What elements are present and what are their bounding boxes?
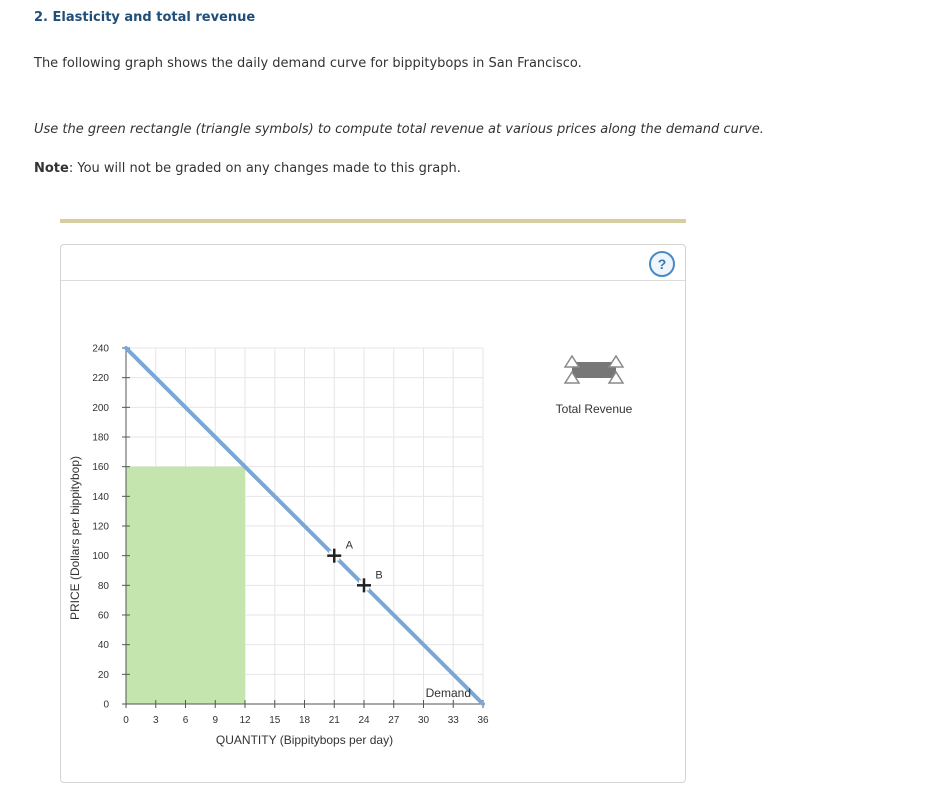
x-tick-label: 36 [477, 715, 489, 726]
y-tick-label: 60 [97, 610, 109, 622]
y-tick-label: 100 [92, 551, 109, 563]
x-axis-title: QUANTITY (Bippitybops per day) [215, 733, 394, 747]
y-tick-label: 240 [92, 343, 109, 355]
intro-text: The following graph shows the daily demand curve for bippitybops in San Francisco. [34, 56, 582, 71]
x-tick-label: 30 [417, 715, 430, 726]
note-label: Note [34, 161, 69, 176]
y-tick-label: 220 [92, 373, 109, 385]
section-heading: 2. Elasticity and total revenue [34, 10, 256, 25]
instruction-text: Use the green rectangle (triangle symbols) to compute total revenue at various prices along the demand curve. [34, 122, 764, 137]
x-tick-label: 0 [123, 715, 129, 726]
y-tick-label: 160 [92, 462, 109, 474]
x-tick-label: 9 [212, 715, 219, 726]
point-a-label: A [345, 539, 353, 552]
point-b-label: B [375, 569, 383, 582]
x-tick-label: 6 [182, 715, 189, 726]
demand-curve-label: Demand [425, 686, 471, 700]
help-icon[interactable]: ? [649, 251, 675, 277]
x-tick-label: 3 [152, 715, 159, 726]
note-body: : You will not be graded on any changes made to this graph. [68, 161, 461, 176]
x-tick-label: 24 [358, 715, 370, 726]
y-tick-label: 140 [92, 491, 109, 503]
y-tick-label: 20 [97, 669, 109, 681]
x-tick-label: 33 [447, 715, 459, 726]
total-revenue-tool-icon[interactable] [572, 362, 616, 378]
y-axis-title: PRICE (Dollars per bippitybop) [68, 455, 82, 621]
graph-panel [60, 244, 686, 783]
y-tick-label: 40 [97, 640, 109, 652]
total-revenue-rectangle[interactable] [126, 467, 245, 704]
x-tick-label: 21 [328, 715, 340, 726]
y-tick-label: 200 [92, 402, 109, 414]
demand-chart [61, 245, 685, 782]
triangle-handle-icon[interactable] [609, 356, 623, 367]
y-tick-label: 0 [103, 699, 109, 711]
section-divider [60, 219, 686, 223]
triangle-handle-icon[interactable] [565, 356, 579, 367]
x-tick-label: 18 [298, 715, 311, 726]
x-tick-label: 15 [269, 715, 281, 726]
x-tick-label: 27 [388, 715, 400, 726]
y-tick-label: 80 [97, 580, 109, 592]
note-text [34, 161, 461, 176]
legend-total-revenue-label: Total Revenue [555, 402, 633, 416]
x-tick-label: 12 [239, 715, 251, 726]
y-tick-label: 180 [92, 432, 109, 444]
y-tick-label: 120 [92, 521, 109, 533]
